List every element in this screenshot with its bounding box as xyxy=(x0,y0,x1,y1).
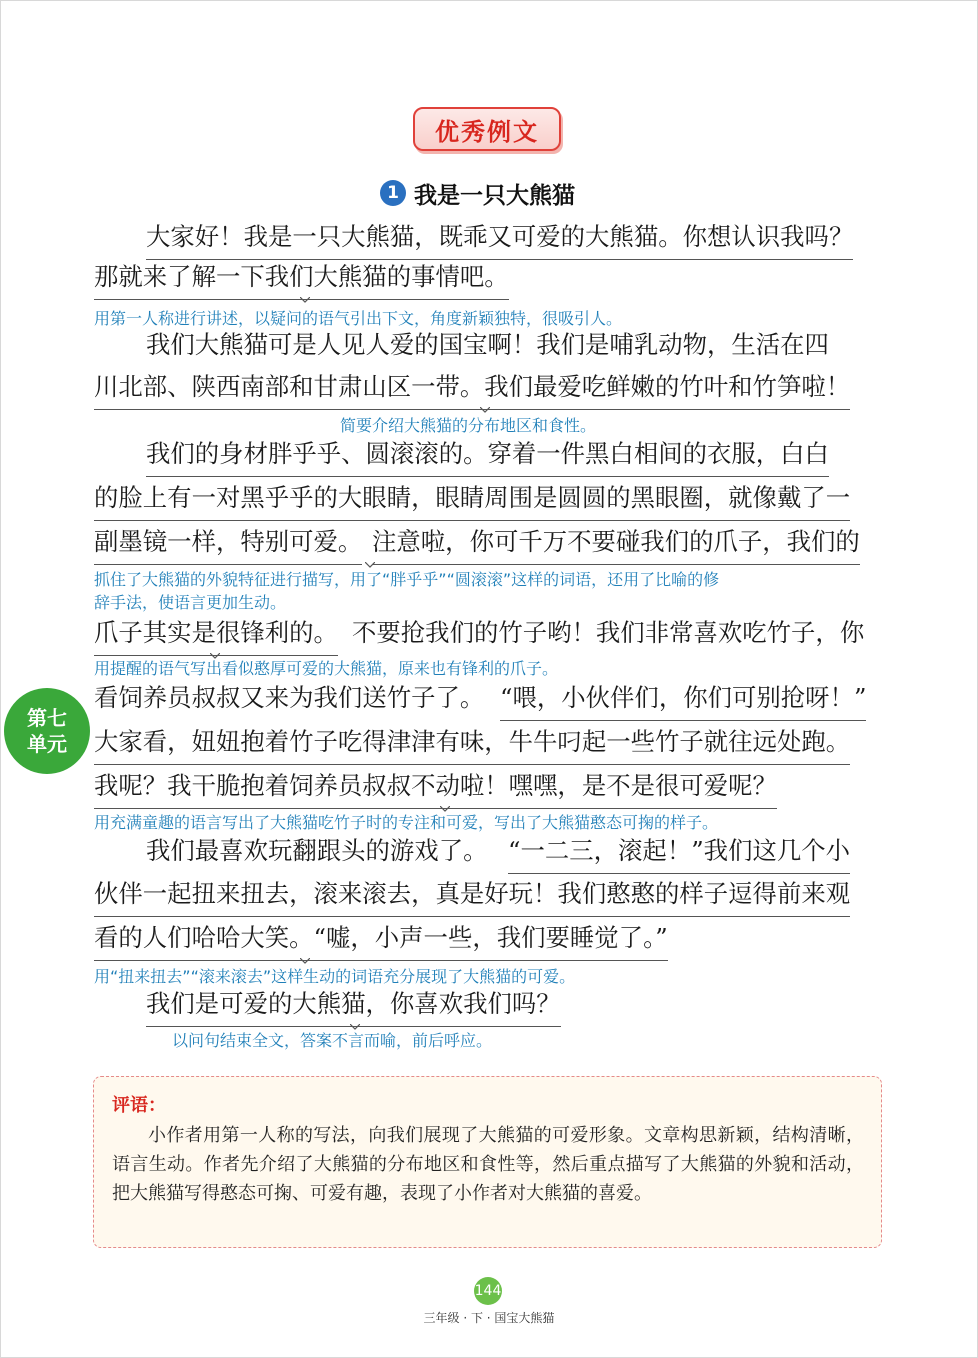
annotation-note: 用充满童趣的语言写出了大熊猫吃竹子时的专注和可爱，写出了大熊猫憨态可掬的样子。 xyxy=(94,813,719,832)
annotation-note: 用提醒的语气写出看似憨厚可爱的大熊猫，原来也有锋利的爪子。 xyxy=(94,659,559,678)
annotation-note: 以问句结束全文，答案不言而喻，前后呼应。 xyxy=(172,1031,493,1050)
caret-marker xyxy=(210,653,220,659)
unit-tab-line2: 单元 xyxy=(27,732,67,756)
comment-label: 评语： xyxy=(112,1095,166,1116)
essay-line: 爪子其实是很锋利的。 xyxy=(94,613,338,656)
essay-line: 注意啦，你可千万不要碰我们的爪子，我们的 xyxy=(372,522,860,565)
essay-line: 副墨镜一样，特别可爱。 xyxy=(94,522,362,565)
essay-line: 我呢？我干脆抱着饲养员叔叔不动啦！嘿嘿，是不是很可爱呢？ xyxy=(94,766,777,809)
caret-marker xyxy=(350,1024,360,1030)
essay-line: 伙伴一起扭来扭去，滚来滚去，真是好玩！我们憨憨的样子逗得前来观 xyxy=(94,874,850,917)
essay-line: 大家好！我是一只大熊猫，既乖又可爱的大熊猫。你想认识我吗？ xyxy=(146,217,853,260)
unit-tab-line1: 第七 xyxy=(27,706,67,730)
essay-line: “一二三，滚起！”我们这几个小 xyxy=(508,831,850,874)
annotation-note: 简要介绍大熊猫的分布地区和食性。 xyxy=(340,416,597,435)
annotation-note: 辞手法，使语言更加生动。 xyxy=(94,593,287,612)
essay-title-text: 我是一只大熊猫 xyxy=(414,182,575,209)
essay-title xyxy=(380,176,575,210)
unit-side-tab xyxy=(4,688,90,774)
annotation-note: 用第一人称进行讲述，以疑问的语气引出下文，角度新颖独特，很吸引人。 xyxy=(94,309,623,328)
essay-line: 看饲养员叔叔又来为我们送竹子了。 xyxy=(94,683,485,712)
essay-line: “喂，小伙伴们，你们可别抢呀！” xyxy=(500,678,866,721)
annotation-note: 抓住了大熊猫的外貌特征进行描写，用了“胖乎乎”“圆滚滚”这样的词语，还用了比喻的修 xyxy=(94,570,720,589)
essay-line: 那就来了解一下我们大熊猫的事情吧。 xyxy=(94,257,509,300)
essay-line: 大家看，妞妞抱着竹子吃得津津有味，牛牛叼起一些竹子就往远处跑。 xyxy=(94,722,850,765)
essay-line: 不要抢我们的竹子哟！我们非常喜欢吃竹子，你 xyxy=(352,618,865,647)
caret-marker xyxy=(300,958,310,964)
comment-box xyxy=(93,1076,882,1248)
section-badge: 优秀例文 xyxy=(413,107,561,151)
essay-line: 看的人们哈哈大笑。“嘘，小声一些，我们要睡觉了。” xyxy=(94,918,668,961)
caret-marker xyxy=(440,806,450,812)
caret-marker xyxy=(300,297,310,303)
caret-marker xyxy=(480,407,490,413)
essay-line: 的脸上有一对黑乎乎的大眼睛，眼睛周围是圆圆的黑眼圈，就像戴了一 xyxy=(94,478,850,521)
comment-text: 小作者用第一人称的写法，向我们展现了大熊猫的可爱形象。文章构思新颖，结构清晰，语言生动。作者先介绍了大熊猫的分布地区和食性等，然后重点描写了大熊猫的外貌和活动，把大熊猫写得憨态可掬、可爱有趣，表现了小作者对大熊猫的喜爱。 xyxy=(112,1125,864,1204)
essay-line: 我们大熊猫可是人见人爱的国宝啊！我们是哺乳动物，生活在四 xyxy=(146,330,829,359)
page-number: 144 xyxy=(474,1277,502,1305)
essay-line: 我们是可爱的大熊猫，你喜欢我们吗？ xyxy=(146,984,561,1027)
essay-line: 我们最喜欢玩翻跟头的游戏了。 xyxy=(146,836,488,865)
footer-text: 三年级 · 下 · 国宝大熊猫 xyxy=(423,1311,555,1325)
essay-number-badge: 1 xyxy=(380,180,406,206)
annotation-note: 用“扭来扭去”“滚来滚去”这样生动的词语充分展现了大熊猫的可爱。 xyxy=(94,967,576,986)
essay-line: 川北部、陕西南部和甘肃山区一带。我们最爱吃鲜嫩的竹叶和竹笋啦！ xyxy=(94,367,850,410)
caret-marker xyxy=(365,562,375,568)
essay-line: 我们的身材胖乎乎、圆滚滚的。穿着一件黑白相间的衣服，白白 xyxy=(146,434,829,477)
